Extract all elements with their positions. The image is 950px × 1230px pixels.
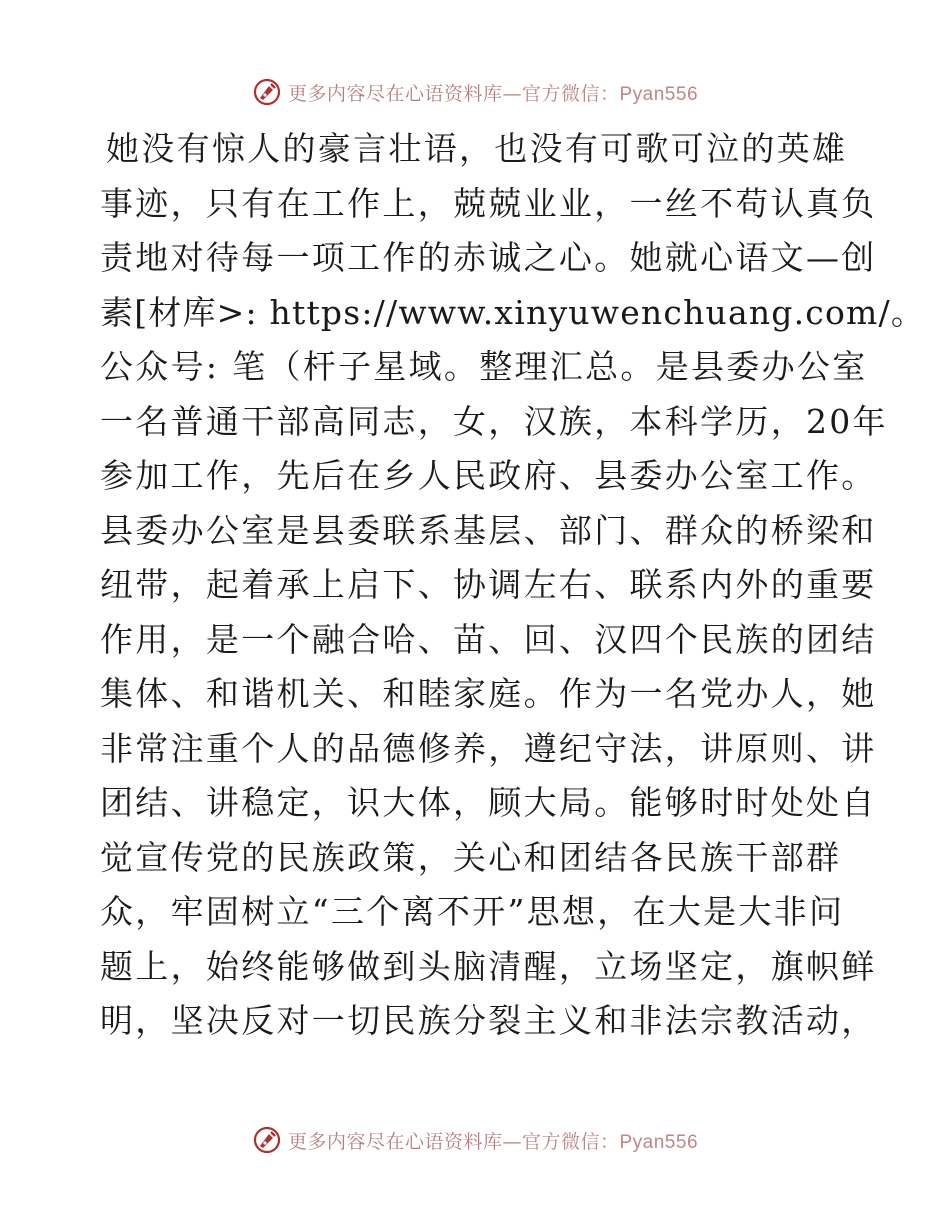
footer-banner-text bbox=[288, 1127, 698, 1154]
body-line-url: 素[材库>: https://www.xinyuwenchuang.com/。 bbox=[100, 292, 926, 332]
body-line: 参加工作，先后在乡人民政府、县委办公室工作。 bbox=[100, 456, 877, 495]
body-line: 责地对待每一项工作的赤诚之心。她就心语文—创 bbox=[100, 238, 877, 277]
article-body bbox=[100, 122, 926, 1049]
header-banner-text bbox=[288, 79, 698, 106]
header-banner bbox=[0, 72, 950, 112]
header-banner-separator: — bbox=[502, 82, 522, 105]
body-line: 一名普通干部高同志，女，汉族，本科学历，20年 bbox=[100, 401, 888, 441]
header-banner-wechat: 官方微信：Pyan556 bbox=[522, 83, 699, 105]
body-line: 团结、讲稳定，识大体，顾大局。能够时时处处自 bbox=[100, 783, 877, 822]
header-banner-slogan: 更多内容尽在心语资料库 bbox=[287, 82, 503, 105]
footer-banner-separator: — bbox=[502, 1130, 522, 1153]
pen-nib-logo-icon bbox=[252, 1125, 282, 1155]
body-line: 题上，始终能够做到头脑清醒，立场坚定，旗帜鲜 bbox=[100, 946, 877, 986]
body-line: 觉宣传党的民族政策，关心和团结各民族干部群 bbox=[100, 837, 842, 877]
body-line: 事迹，只有在工作上，兢兢业业，一丝不苟认真负 bbox=[100, 183, 877, 223]
body-line: 明，坚决反对一切民族分裂主义和非法宗教活动， bbox=[100, 1001, 877, 1040]
body-line: 众，牢固树立“三个离不开”思想，在大是大非问 bbox=[100, 892, 845, 931]
footer-banner-wechat: 官方微信：Pyan556 bbox=[522, 1131, 699, 1153]
footer-banner-slogan: 更多内容尽在心语资料库 bbox=[287, 1130, 503, 1153]
body-line: 作用，是一个融合哈、苗、回、汉四个民族的团结 bbox=[100, 619, 877, 659]
body-line: 集体、和谐机关、和睦家庭。作为一名党办人，她 bbox=[100, 674, 877, 713]
body-line: 县委办公室是县委联系基层、部门、群众的桥梁和 bbox=[100, 510, 877, 550]
pen-nib-logo-icon bbox=[252, 77, 282, 107]
body-line: 纽带，起着承上启下、协调左右、联系内外的重要 bbox=[100, 565, 877, 604]
body-line: 她没有惊人的豪言壮语，也没有可歌可泣的英雄 bbox=[106, 129, 848, 168]
body-line: 公众号: 笔（杆子星域。整理汇总。是县委办公室 bbox=[100, 347, 868, 386]
body-line: 非常注重个人的品德修养，遵纪守法，讲原则、讲 bbox=[100, 728, 877, 768]
footer-banner bbox=[0, 1120, 950, 1160]
